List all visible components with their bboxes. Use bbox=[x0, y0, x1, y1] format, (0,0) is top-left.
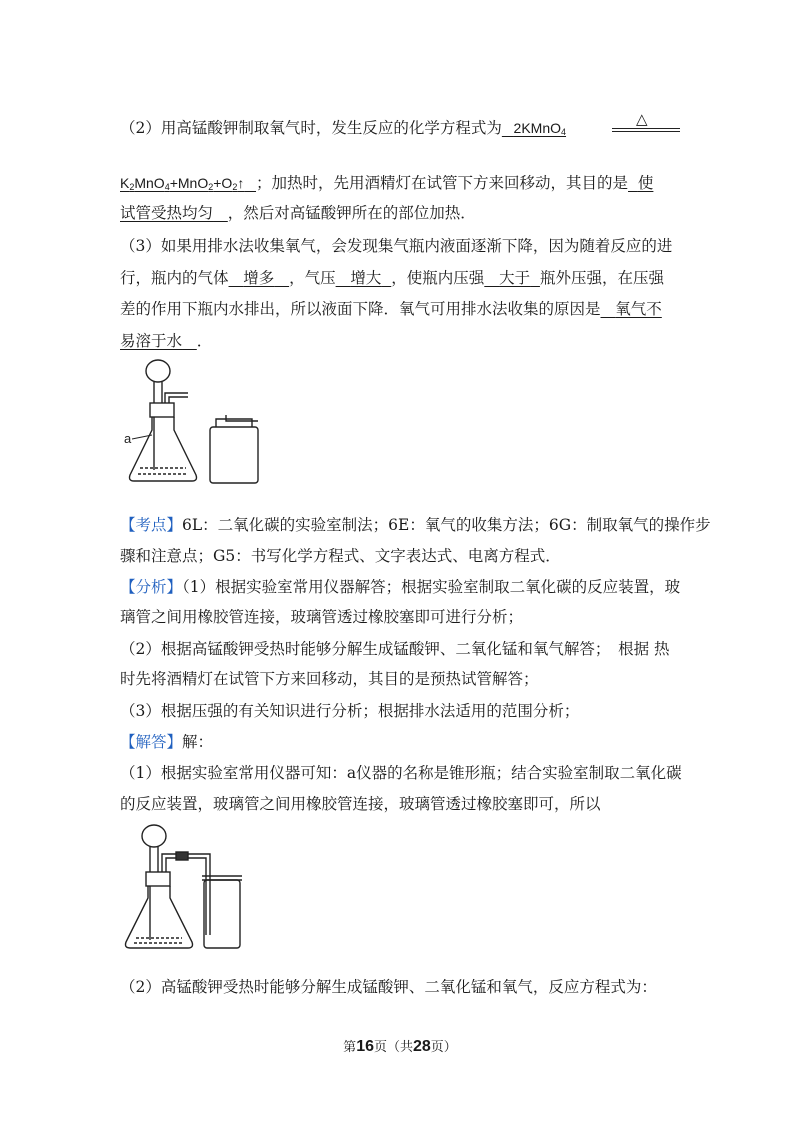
q2-line1 bbox=[120, 117, 566, 143]
fenxi-tag: 【分析】 bbox=[120, 578, 183, 596]
fenxi-line5: （3）根据压强的有关知识进行分析；根据排水法适用的范围分析； bbox=[120, 702, 580, 720]
answer-gas: 增多 bbox=[243, 269, 275, 287]
q2-prefix: （2）用高锰酸钾制取氧气时，发生反应的化学方程式为 bbox=[120, 119, 502, 137]
q3-line1: （3）如果用排水法收集氧气，会发现集气瓶内液面逐渐下降，因为随着反应的进 bbox=[120, 237, 673, 255]
equation-right: $K_2MnO_4+MnO_2+O_2↑$ bbox=[120, 175, 245, 192]
fenxi-line2: 璃管之间用橡胶管连接，玻璃管透过橡胶塞即可进行分析； bbox=[120, 608, 524, 626]
reaction-condition-arrow bbox=[612, 112, 680, 136]
jieda-line3: （2）高锰酸钾受热时能够分解生成锰酸钾、二氧化锰和氧气，反应方程式为： bbox=[120, 978, 657, 996]
q2-after-purpose: ，然后对高锰酸钾所在的部位加热． bbox=[227, 204, 476, 222]
q2-line2 bbox=[120, 172, 653, 198]
q3-line3: 差的作用下瓶内水排出，所以液面下降．氧气可用排水法收集的原因是 氧气不 bbox=[120, 300, 662, 318]
answer-purpose-2: 试管受热均匀 bbox=[120, 204, 214, 222]
fenxi-line1: 【分析】（1）根据实验室常用仪器解答；根据实验室制取二氧化碳的反应装置，玻 bbox=[120, 578, 681, 596]
q3-line4: 易溶于水 ． bbox=[120, 332, 213, 350]
fenxi-line3: （2）根据高锰酸钾受热时能够分解生成锰酸钾、二氧化锰和氧气解答； 根据 热 bbox=[120, 640, 670, 658]
label-a: a bbox=[124, 431, 132, 446]
answer-reason-2: 易溶于水 bbox=[120, 332, 183, 350]
kaodian-line2: 骤和注意点；G5：书写化学方程式、文字表达式、电离方程式． bbox=[120, 547, 561, 565]
apparatus-figure-2 bbox=[118, 820, 248, 955]
answer-reason-1: 氧气不 bbox=[615, 300, 662, 318]
q2-line3 bbox=[120, 202, 476, 224]
jieda-tag: 【解答】 bbox=[120, 733, 183, 751]
fenxi-line4: 时先将酒精灯在试管下方来回移动，其目的是预热试管解答； bbox=[120, 670, 539, 688]
apparatus-figure-1 bbox=[118, 355, 278, 490]
jieda-header: 【解答】解： bbox=[120, 733, 214, 751]
equation-left: 2KMnO$_4$ bbox=[513, 120, 567, 137]
answer-compare: 大于 bbox=[499, 269, 531, 287]
heat-condition: △ bbox=[636, 110, 648, 128]
kaodian-tag: 【考点】 bbox=[120, 516, 183, 534]
answer-purpose-1: 使 bbox=[637, 174, 654, 192]
q3-line2: 行，瓶内的气体 增多 ，气压 增大 ，使瓶内压强 大于 瓶外压强，在压强 bbox=[120, 269, 664, 287]
page-footer: 第16页（共28页） bbox=[343, 1038, 457, 1055]
page-number: 16 bbox=[356, 1038, 374, 1055]
page-total: 28 bbox=[413, 1038, 431, 1055]
jieda-line1: （1）根据实验室常用仪器可知：a仪器的名称是锥形瓶；结合实验室制取二氧化碳 bbox=[120, 764, 682, 782]
kaodian-line1: 【考点】6L：二氧化碳的实验室制法；6E：氧气的收集方法；6G：制取氧气的操作步 bbox=[120, 516, 711, 534]
jieda-line2: 的反应装置，玻璃管之间用橡胶管连接，玻璃管透过橡胶塞即可，所以 bbox=[120, 795, 601, 813]
q2-after-eq: ；加热时，先用酒精灯在试管下方来回移动，其目的是 bbox=[256, 174, 629, 192]
answer-pressure: 增大 bbox=[350, 269, 382, 287]
